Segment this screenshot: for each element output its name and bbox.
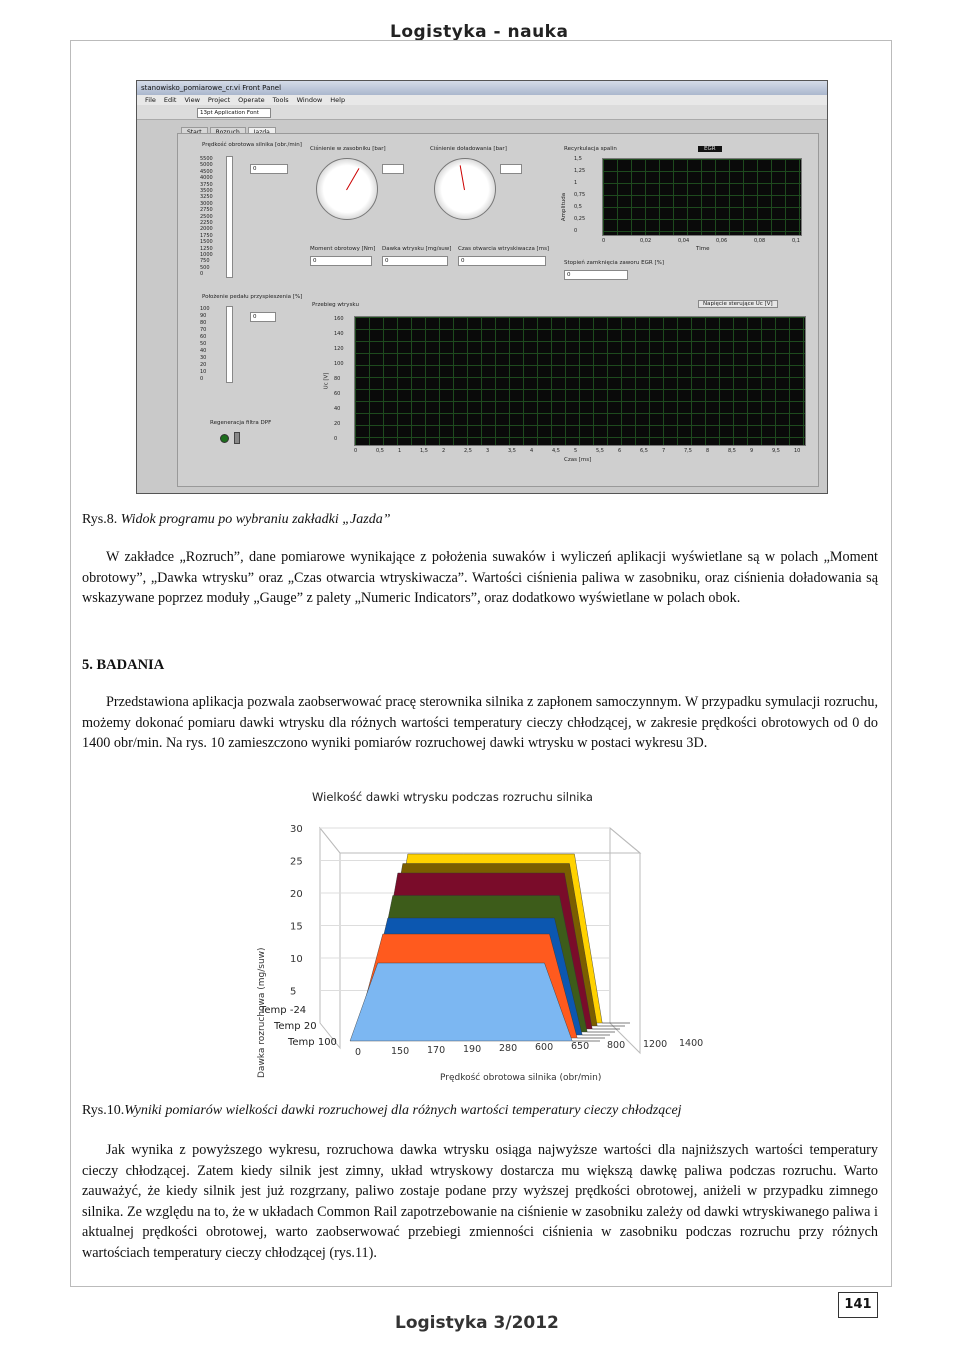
tick-label: 5 bbox=[574, 448, 578, 454]
pedal-value[interactable]: 0 bbox=[250, 312, 276, 322]
journal-header: Logistyka - nauka bbox=[390, 22, 569, 42]
x-axis-title: Prędkość obrotowa silnika (obr/min) bbox=[440, 1073, 602, 1083]
front-panel: Prędkość obrotowa silnika [obr./min] 5500 5000 4500 4000 3750 3500 3250 3000 2750 2500 2250 2000 1750 1500 1250 1000 750 500 0 0 Położenie pedału przyspieszenia [%] 100 90 80 70 60 50 40 30 20 10 0 0 Regeneracja filtra DPF Ciśnienie w zasobniku [bar] Ciśnienie doładowania [bar] Moment obrotowy [Nm] 0 Dawka wtrysku [mg/suw] 0 Czas otwarcia wtryskiwacza [ms] 0 Recyrkulacja spalin EGR Amplituda 1,5 1,25 1 0,75 0,5 0,25 0 0 0,02 0,04 0,06 0,08 0,1 Time Stopień zamknięcia zaworu EGR [%] 0 Przebieg wtrysku Napięcie sterujące Uc [V] Uc [V] 160 140 120 100 80 60 40 20 0 0 0,5 1 1,5 2 2,5 3 3,5 4 4,5 5 5,5 6 6,5 7 7,5 8 8,5 9 9,5 10 Czas [ms] bbox=[177, 133, 819, 487]
tick-label: 6 bbox=[618, 448, 622, 454]
injection-plot-y-label: Uc [V] bbox=[323, 372, 330, 390]
egr-y-label: Amplituda bbox=[561, 192, 568, 222]
rail-pressure-label: Ciśnienie w zasobniku [bar] bbox=[310, 146, 386, 152]
tab-strip bbox=[181, 121, 278, 133]
page-number: 141 bbox=[838, 1292, 878, 1318]
tick-label: 0,06 bbox=[716, 238, 728, 244]
tick-label: 0 bbox=[354, 448, 358, 454]
injection-dose-value: 0 bbox=[382, 256, 448, 266]
dpf-toggle[interactable] bbox=[234, 432, 240, 444]
labview-screenshot bbox=[136, 80, 828, 494]
egr-label: Recyrkulacja spalin bbox=[564, 146, 617, 152]
chart-top-wall bbox=[320, 828, 640, 853]
tick-label: 0,08 bbox=[754, 238, 766, 244]
x-tick-label: 170 bbox=[427, 1045, 446, 1056]
tick-label: 0 bbox=[602, 238, 606, 244]
journal-footer: Logistyka 3/2012 bbox=[395, 1313, 559, 1333]
caption-prefix: Rys.10. bbox=[82, 1103, 125, 1118]
pedal-label: Położenie pedału przyspieszenia [%] bbox=[202, 294, 303, 300]
injection-dose-label: Dawka wtrysku [mg/suw] bbox=[382, 246, 452, 252]
tick-label: 2 bbox=[442, 448, 446, 454]
dpf-led-icon bbox=[220, 434, 229, 443]
caption-text: Wyniki pomiarów wielkości dawki rozruchowej dla różnych wartości temperatury cieczy chłodzącej bbox=[124, 1103, 682, 1118]
tick-label: 1,5 bbox=[420, 448, 428, 454]
tick-label: 0,5 bbox=[376, 448, 384, 454]
engine-speed-slider[interactable] bbox=[226, 156, 233, 278]
egr-plot-area bbox=[602, 158, 802, 236]
y-tick-label: 20 bbox=[290, 889, 303, 900]
injection-plot-x-label: Czas [ms] bbox=[564, 457, 592, 463]
tick-label: 8,5 bbox=[728, 448, 736, 454]
tick-label: 3 bbox=[486, 448, 490, 454]
tick-label: 3,5 bbox=[508, 448, 516, 454]
tick-label: 0,04 bbox=[678, 238, 690, 244]
menu-item[interactable]: Operate bbox=[238, 96, 265, 104]
torque-label: Moment obrotowy [Nm] bbox=[310, 246, 376, 252]
x-tick-label: 1400 bbox=[679, 1038, 704, 1049]
menu-item[interactable]: Tools bbox=[272, 96, 289, 104]
tick-label: 6,5 bbox=[640, 448, 648, 454]
injection-plot-label: Przebieg wtrysku bbox=[312, 302, 359, 308]
series-axis-label: Temp 20 bbox=[274, 1021, 317, 1032]
rail-pressure-value bbox=[382, 164, 404, 174]
section-heading: 5. BADANIA bbox=[82, 657, 165, 673]
tick-label: 9 bbox=[750, 448, 754, 454]
injection-plot-area bbox=[354, 316, 806, 446]
engine-speed-value[interactable]: 0 bbox=[250, 164, 288, 174]
x-tick-label: 280 bbox=[499, 1043, 518, 1054]
paragraph-text: W zakładce „Rozruch”, dane pomiarowe wynikające z położenia suwaków i wyliczeń aplikacji wyświetlane są w polach „Moment obrotowy”, „Dawka wtrysku” oraz „Czas otwarcia wtryskiwacza”. Wartości ciśnienia paliwa w zasobniku, oraz ciśnienia doładowania są wskazywane poprzez moduły „Gauge” z palety „Numeric Indicators”, oraz dodatkowo wyświetlane w polach obok. bbox=[82, 549, 878, 606]
tick-label: 5,5 bbox=[596, 448, 604, 454]
pedal-slider[interactable] bbox=[226, 306, 233, 383]
window-title: stanowisko_pomiarowe_cr.vi Front Panel bbox=[141, 84, 282, 92]
menu-item[interactable]: Help bbox=[330, 96, 346, 104]
y-tick-label: 30 bbox=[290, 824, 303, 835]
x-tick-label: 650 bbox=[571, 1041, 590, 1052]
toolbar bbox=[137, 105, 827, 120]
x-tick-label: 600 bbox=[535, 1042, 554, 1053]
menu-item[interactable]: Window bbox=[296, 96, 323, 104]
x-tick-label: 150 bbox=[391, 1046, 410, 1057]
menu-item[interactable]: File bbox=[145, 96, 156, 104]
open-time-value: 0 bbox=[458, 256, 546, 266]
caption-text: Widok programu po wybraniu zakładki „Jazda” bbox=[120, 512, 391, 527]
tick-label: 2,5 bbox=[464, 448, 472, 454]
y-tick-label: 10 bbox=[290, 954, 303, 965]
tick-label: 7,5 bbox=[684, 448, 692, 454]
x-tick-label: 800 bbox=[607, 1040, 626, 1051]
boost-pressure-gauge bbox=[434, 158, 496, 220]
paragraph-text: Przedstawiona aplikacja pozwala zaobserwować pracę sterownika silnika z zapłonem samoczynnym. W przypadku symulacji rozruchu, możemy dokonać pomiaru dawki wtrysku dla różnych wartości temperatury cieczy chłodzącej, w zakresie prędkości obrotowych od 0 do 1400 obr/min. Na rys. 10 zamieszczono wyniki pomiarów rozruchowej dawki wtrysku w postaci wykresu 3D. bbox=[82, 694, 878, 751]
y-tick-label: 5 bbox=[290, 986, 297, 998]
x-tick-label: 190 bbox=[463, 1044, 482, 1055]
boost-pressure-label: Ciśnienie doładowania [bar] bbox=[430, 146, 507, 152]
boost-pressure-value bbox=[500, 164, 522, 174]
paragraph-1 bbox=[82, 547, 878, 609]
open-time-label: Czas otwarcia wtryskiwacza [ms] bbox=[458, 246, 550, 252]
x-tick-label: 1200 bbox=[643, 1039, 668, 1050]
paragraph-3 bbox=[82, 1140, 878, 1263]
figure-caption-8 bbox=[82, 512, 391, 528]
tick-label: 1 bbox=[398, 448, 402, 454]
y-tick-label: 25 bbox=[290, 856, 303, 868]
gauge-needle-icon bbox=[460, 165, 465, 190]
rail-pressure-gauge bbox=[316, 158, 378, 220]
engine-speed-label: Prędkość obrotowa silnika [obr./min] bbox=[202, 142, 302, 148]
egr-legend: EGR bbox=[698, 146, 722, 152]
tick-label: 8 bbox=[706, 448, 710, 454]
menu-item[interactable]: Edit bbox=[163, 96, 177, 104]
tick-label: 0,02 bbox=[640, 238, 652, 244]
egr-x-label: Time bbox=[696, 246, 710, 252]
chart-right-wall bbox=[610, 828, 640, 1053]
menu-item[interactable]: View bbox=[184, 96, 200, 104]
menu-bar bbox=[137, 95, 827, 105]
tick-label: 4 bbox=[530, 448, 534, 454]
dpf-label: Regeneracja filtra DPF bbox=[210, 420, 272, 426]
paragraph-text: Jak wynika z powyższego wykresu, rozruchowa dawka wtrysku osiąga najwyższe wartości dla najniższych wartości temperatury cieczy chłodzącej. Zatem kiedy silnik jest zimny, układ wtryskowy dostarcza mu większą dawkę paliwa podczas rozruchu. Warto zauważyć, że kiedy silnik jest już rozgrzany, paliwo zostaje podane przy wyższej prędkości obrotowej, aniżeli w przypadku zimnego silnika. Ze względu na to, że w układach Common Rail zapotrzebowanie na ciśnienie w zasobniku zależy od dawki wtryskiwanego paliwa i aktualnej prędkości obrotowej, warto zaobserwować przebiegi zmienności ciśnienia w zasobniku podczas rozruchu przy różnych wartościach temperatury cieczy chłodzącej (rys.11). bbox=[82, 1142, 878, 1261]
series-axis-label: Temp 100 bbox=[288, 1037, 337, 1048]
injection-plot-legend: Napięcie sterujące Uc [V] bbox=[698, 300, 778, 308]
paragraph-2 bbox=[82, 692, 878, 754]
tick-label: 7 bbox=[662, 448, 666, 454]
torque-value: 0 bbox=[310, 256, 372, 266]
x-tick-label: 0 bbox=[355, 1047, 362, 1058]
gauge-needle-icon bbox=[346, 168, 359, 190]
caption-prefix: Rys.8. bbox=[82, 512, 121, 527]
tick-label: 0,1 bbox=[792, 238, 800, 244]
y-tick-label: 15 bbox=[290, 921, 303, 933]
tick-label: 4,5 bbox=[552, 448, 560, 454]
dose-chart bbox=[250, 808, 704, 1088]
figure-caption-10 bbox=[82, 1103, 682, 1119]
series-axis-label: Temp -24 bbox=[260, 1005, 307, 1016]
tick-label: 9,5 bbox=[772, 448, 780, 454]
tick-label: 10 bbox=[794, 448, 801, 454]
window-titlebar bbox=[137, 81, 827, 95]
menu-item[interactable]: Project bbox=[207, 96, 231, 104]
egr-valve-label: Stopień zamknięcia zaworu EGR [%] bbox=[564, 260, 664, 266]
y-axis-title: Dawka rozruchowa (mg/suw) bbox=[257, 947, 267, 1078]
egr-valve-value: 0 bbox=[564, 270, 628, 280]
font-selector[interactable]: 13pt Application Font bbox=[197, 108, 271, 118]
chart-title: Wielkość dawki wtrysku podczas rozruchu silnika bbox=[312, 790, 593, 804]
